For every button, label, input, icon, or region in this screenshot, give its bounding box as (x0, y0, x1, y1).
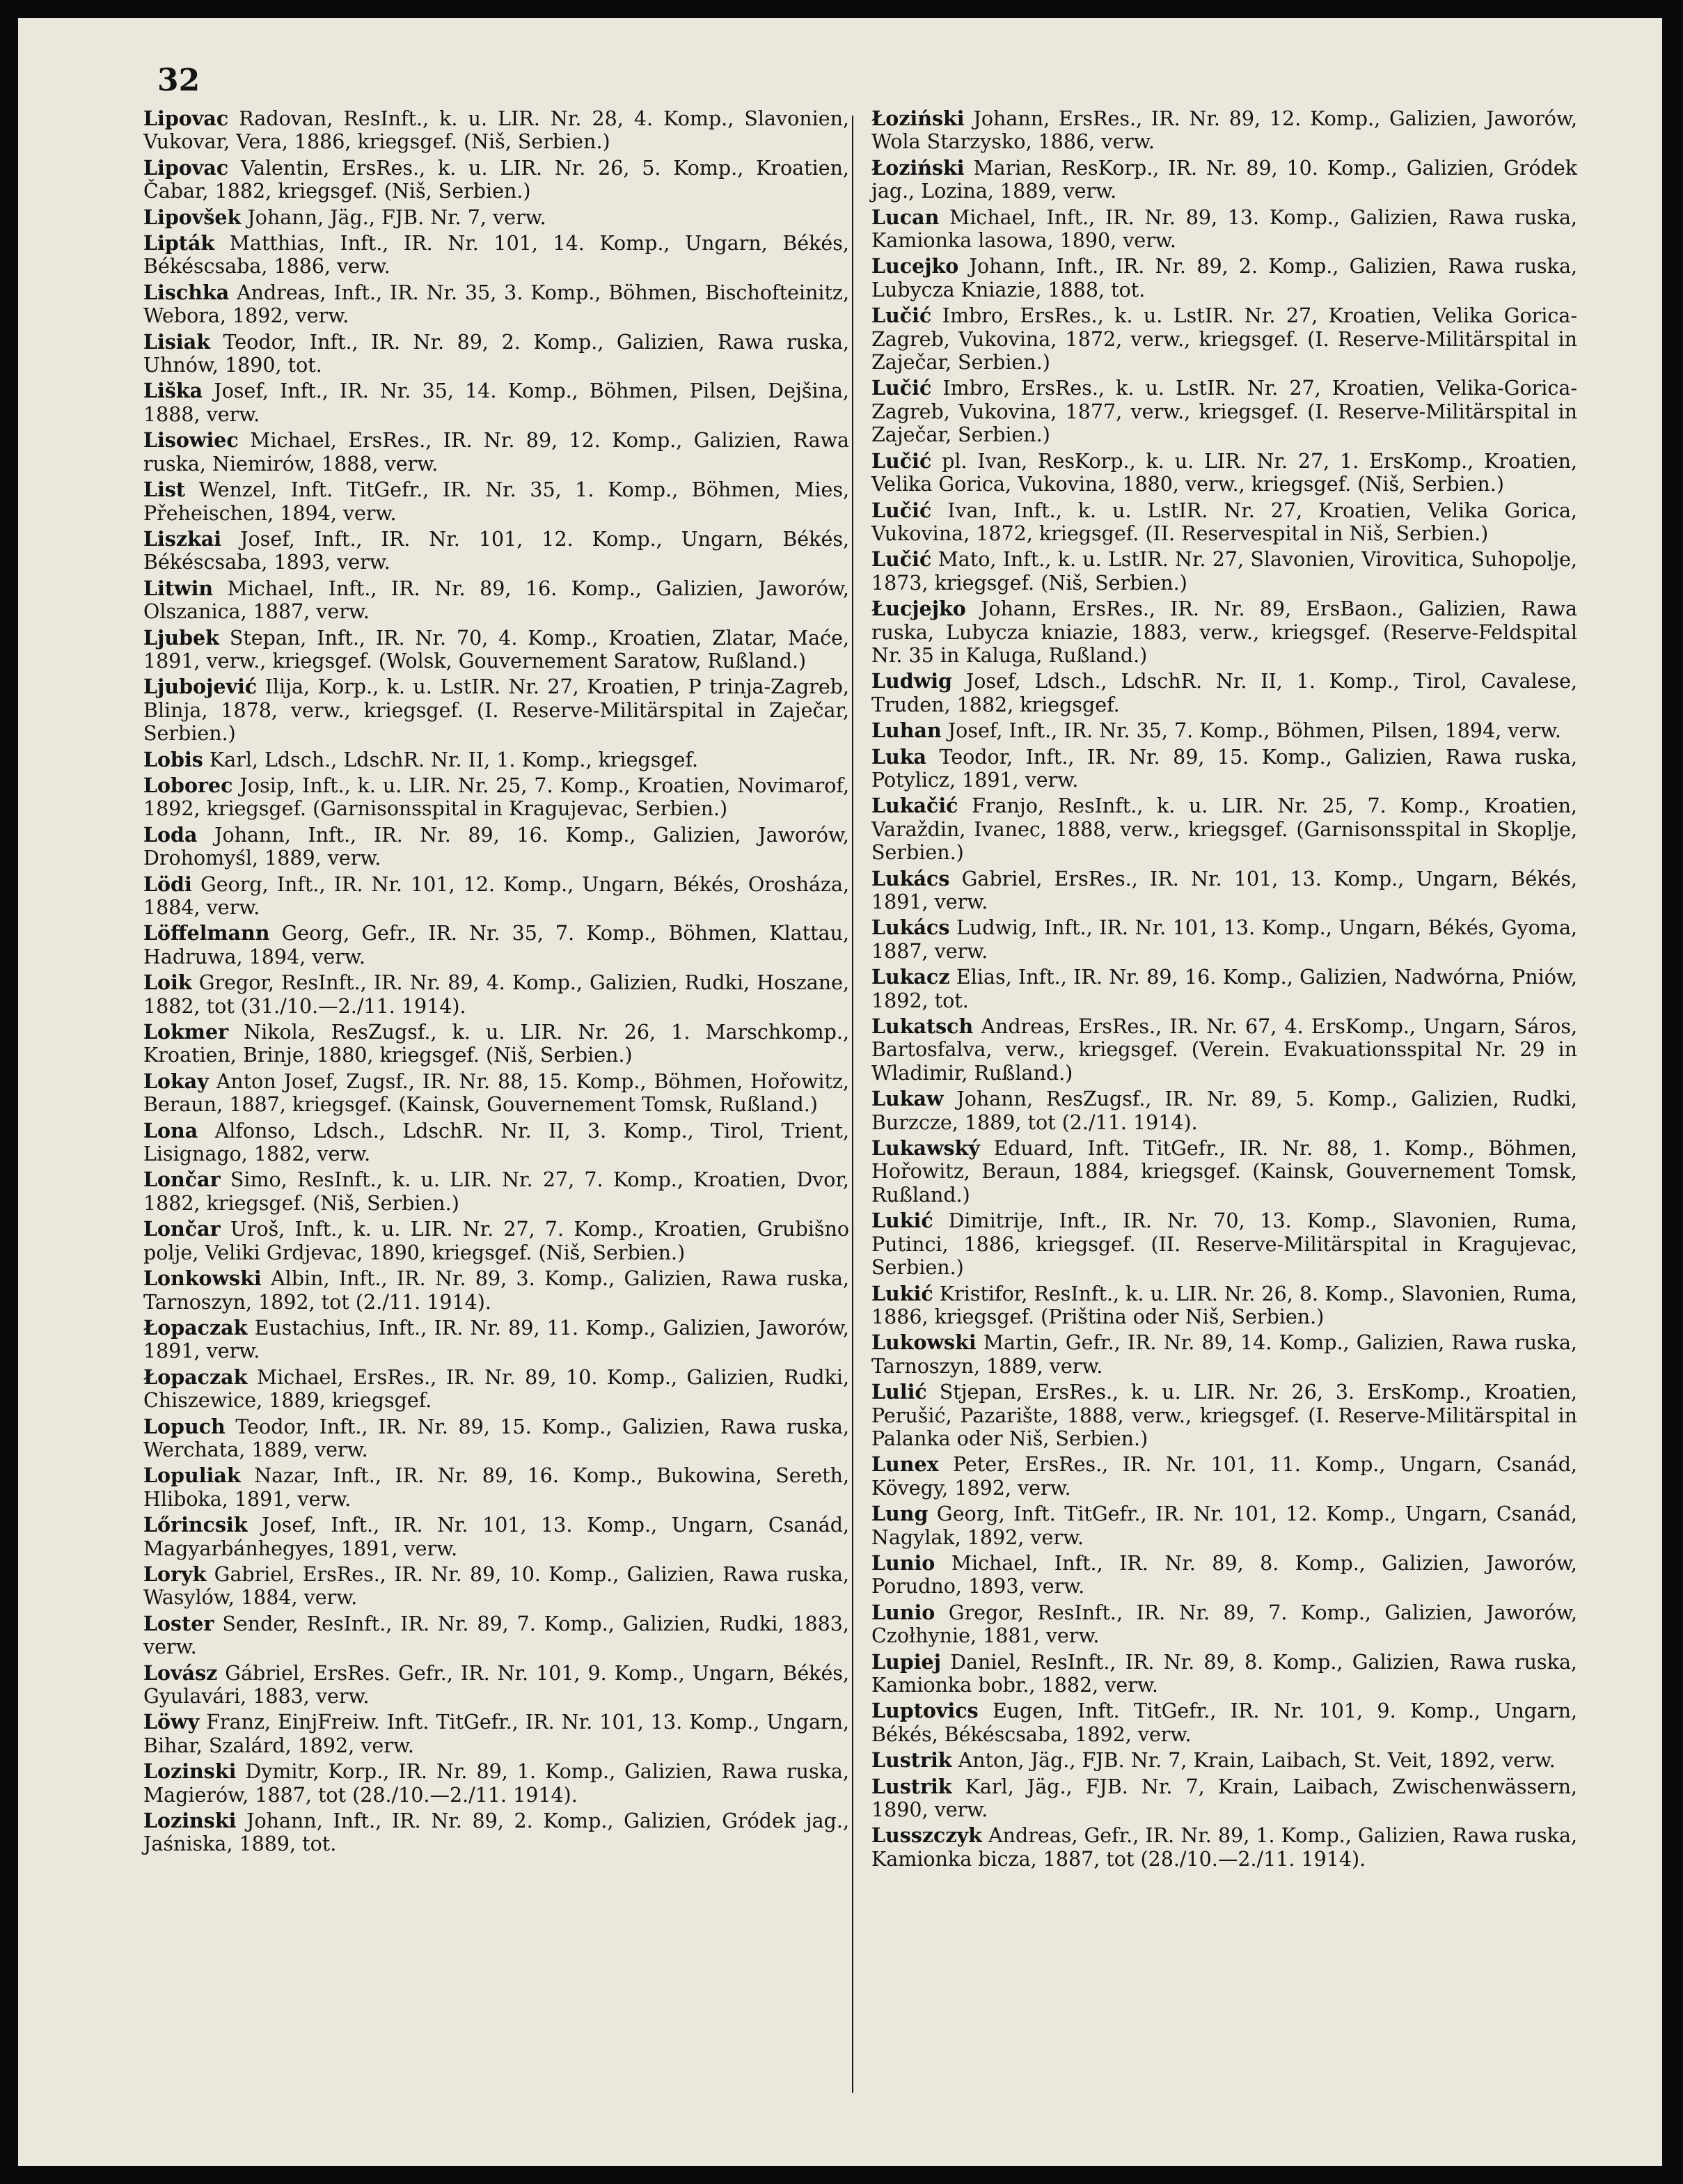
roll-entry (143, 157, 849, 203)
entry-surname: Ludwig (871, 669, 952, 693)
roll-entry (871, 304, 1577, 374)
entry-surname: Lulić (871, 1380, 927, 1404)
entry-details: Kristifor, ResInft., k. u. LIR. Nr. 26, 8. Komp., Slavonien, Ruma, 1886, kriegsgef. (Priština oder Niš, Serbien.) (871, 1282, 1577, 1328)
roll-entry (143, 1317, 849, 1363)
entry-surname: Lucejko (871, 254, 959, 278)
entry-surname: Lukačić (871, 794, 958, 818)
entry-surname: Lončar (143, 1217, 221, 1241)
left-column (143, 107, 849, 1859)
roll-entry (143, 1662, 849, 1708)
roll-entry (143, 971, 849, 1018)
entry-surname: Lischka (143, 280, 230, 304)
entry-surname: Lučić (871, 376, 932, 400)
entry-details: Simo, ResInft., k. u. LIR. Nr. 27, 7. Komp., Kroatien, Dvor, 1882, kriegsgef. (Niš, Serbien.) (143, 1168, 849, 1215)
roll-entry (143, 429, 849, 476)
roll-entry (871, 597, 1577, 667)
roll-entry (143, 1021, 849, 1067)
entry-surname: Lunex (871, 1452, 939, 1477)
entry-details: Alfonso, Ldsch., LdschR. Nr. II, 3. Komp., Tirol, Trient, Lisignago, 1882, verw. (143, 1119, 849, 1166)
entry-surname: Łopaczak (143, 1365, 248, 1389)
entry-surname: Lozinski (143, 1759, 237, 1784)
entry-details: Andreas, ErsRes., IR. Nr. 67, 4. ErsKomp., Ungarn, Sáros, Bartosfalva, verw., kriegsgef. (Verein. Evakuationsspital Nr. 29 in Wladimir, Rußland.) (871, 1015, 1578, 1085)
roll-entry (871, 157, 1577, 203)
entry-surname: Lobis (143, 747, 203, 771)
entry-surname: Lisiak (143, 329, 210, 354)
roll-entry (871, 719, 1577, 742)
roll-entry (143, 675, 849, 745)
entry-surname: Lipták (143, 231, 215, 256)
roll-entry (143, 873, 849, 920)
entry-details: Eustachius, Inft., IR. Nr. 89, 11. Komp., Galizien, Jaworów, 1891, verw. (143, 1316, 849, 1363)
roll-entry (871, 1601, 1577, 1648)
entry-surname: Lonkowski (143, 1266, 262, 1291)
roll-entry (143, 1218, 849, 1264)
roll-entry (143, 627, 849, 673)
entry-details: Josef, Inft., IR. Nr. 35, 7. Komp., Böhmen, Pilsen, 1894, verw. (947, 719, 1561, 743)
entry-details: Andreas, Inft., IR. Nr. 35, 3. Komp., Böhmen, Bischofteinitz, Webora, 1892, verw. (143, 281, 850, 328)
roll-entry (871, 1381, 1577, 1450)
roll-entry (143, 107, 849, 154)
roll-entry (871, 499, 1577, 546)
roll-entry (143, 1120, 849, 1166)
entry-surname: Lőrincsik (143, 1513, 248, 1537)
entry-surname: Lukić (871, 1281, 933, 1305)
entry-details: Johann, Inft., IR. Nr. 89, 16. Komp., Galizien, Jaworów, Drohomyśl, 1889, verw. (143, 823, 849, 870)
roll-entry (871, 1015, 1577, 1085)
entry-details: Johann, Jäg., FJB. Nr. 7, verw. (247, 205, 546, 229)
entry-surname: Löwy (143, 1710, 200, 1734)
entry-details: Johann, ErsRes., IR. Nr. 89, 12. Komp., Galizien, Jaworów, Wola Starzysko, 1886, verw. (871, 107, 1577, 154)
entry-details: Ludwig, Inft., IR. Nr. 101, 13. Komp., Ungarn, Békés, Gyoma, 1887, verw. (871, 916, 1577, 963)
entry-details: pl. Ivan, ResKorp., k. u. LIR. Nr. 27, 1. ErsKomp., Kroatien, Velika Gorica, Vukovina, 1880, verw., kriegsgef. (Niš, Serbien.) (871, 449, 1577, 496)
entry-details: Anton, Jäg., FJB. Nr. 7, Krain, Laibach, St. Veit, 1892, verw. (958, 1749, 1556, 1773)
entry-details: Josef, Inft., IR. Nr. 101, 13. Komp., Ungarn, Csanád, Magyarbánhegyes, 1891, verw. (143, 1514, 849, 1560)
entry-surname: Lovász (143, 1660, 218, 1685)
roll-entry (143, 1760, 849, 1807)
roll-entry (871, 206, 1577, 253)
entry-details: Josef, Ldsch., LdschR. Nr. II, 1. Komp., Tirol, Cavalese, Truden, 1882, kriegsgef. (871, 670, 1577, 716)
entry-details: Matthias, Inft., IR. Nr. 101, 14. Komp., Ungarn, Békés, Békéscsaba, 1886, verw. (143, 232, 849, 278)
entry-details: Michael, Inft., IR. Nr. 89, 13. Komp., Galizien, Rawa ruska, Kamionka lasowa, 1890, verw. (871, 205, 1577, 253)
roll-entry (143, 281, 849, 328)
entry-surname: Loborec (143, 773, 233, 797)
entry-details: Gregor, ResInft., IR. Nr. 89, 7. Komp., Galizien, Jaworów, Czołhynie, 1881, verw. (871, 1601, 1578, 1648)
entry-details: Mato, Inft., k. u. LstIR. Nr. 27, Slavonien, Virovitica, Suhopolje, 1873, kriegsgef. (Niš, Serbien.) (871, 548, 1577, 595)
document-page (18, 18, 1662, 2166)
entry-surname: Lučić (871, 547, 932, 572)
entry-details: Ilija, Korp., k. u. LstIR. Nr. 27, Kroatien, P trinja-Zagreb, Blinja, 1878, verw., kriegsgef. (I. Reserve-Militärspital in Zaječar, Serbien.) (143, 675, 849, 746)
entry-surname: Lončar (143, 1168, 221, 1192)
entry-surname: Ljubek (143, 625, 219, 650)
entry-surname: Lukić (871, 1209, 933, 1233)
entry-surname: Łoziński (871, 107, 965, 130)
roll-entry (871, 107, 1577, 154)
entry-details: Daniel, ResInft., IR. Nr. 89, 8. Komp., Galizien, Rawa ruska, Kamionka bobr., 1882, verw. (871, 1650, 1577, 1697)
entry-details: Imbro, ErsRes., k. u. LstIR. Nr. 27, Kroatien, Velika Gorica-Zagreb, Vukovina, 1872, verw., kriegsgef. (I. Reserve-Militärspital in Zaječar, Serbien.) (871, 304, 1577, 375)
roll-entry (143, 1267, 849, 1314)
entry-surname: Lokay (143, 1069, 209, 1093)
page-number: 32 (157, 63, 200, 98)
entry-details: Karl, Jäg., FJB. Nr. 7, Krain, Laibach, Zwischenwässern, 1890, verw. (871, 1775, 1577, 1822)
column-divider (852, 116, 853, 2093)
entry-surname: Lustrik (871, 1774, 952, 1798)
roll-entry (143, 206, 849, 229)
entry-surname: Lukács (871, 866, 950, 890)
entry-surname: Lukács (871, 916, 950, 940)
entry-details: Gábriel, ErsRes. Gefr., IR. Nr. 101, 9. Komp., Ungarn, Békés, Gyulavári, 1883, verw. (143, 1661, 850, 1708)
entry-details: Michael, Inft., IR. Nr. 89, 16. Komp., Galizien, Jaworów, Olszanica, 1887, verw. (143, 576, 849, 624)
entry-surname: Lozinski (143, 1809, 237, 1833)
entry-surname: Liszkai (143, 526, 222, 551)
entry-details: Johann, ErsRes., IR. Nr. 89, ErsBaon., Galizien, Rawa ruska, Lubycza kniazie, 1883, verw., kriegsgef. (Reserve-Feldspital Nr. 35 in Kaluga, Rußland.) (871, 597, 1577, 667)
entry-surname: Lukowski (871, 1330, 977, 1355)
roll-entry (143, 478, 849, 525)
entry-surname: Lipovac (143, 107, 229, 130)
roll-entry (143, 232, 849, 278)
roll-entry (143, 1809, 849, 1856)
entry-details: Georg, Inft. TitGefr., IR. Nr. 101, 12. Komp., Ungarn, Csanád, Nagylak, 1892, verw. (871, 1502, 1577, 1549)
roll-entry (871, 1824, 1577, 1871)
entry-surname: Lukaw (871, 1087, 944, 1111)
roll-entry (871, 1651, 1577, 1697)
entry-details: Franjo, ResInft., k. u. LIR. Nr. 25, 7. Komp., Kroatien, Varaždin, Ivanec, 1888, verw., kriegsgef. (Garnisonsspital in Skoplje, Serbien.) (871, 794, 1577, 865)
entry-details: Martin, Gefr., IR. Nr. 89, 14. Komp., Galizien, Rawa ruska, Tarnoszyn, 1889, verw. (871, 1331, 1577, 1378)
entry-details: Ivan, Inft., k. u. LstIR. Nr. 27, Kroatien, Velika Gorica, Vukovina, 1872, kriegsgef. (II. Reservespital in Niš, Serbien.) (871, 498, 1577, 545)
entry-surname: Lustrik (871, 1748, 952, 1773)
entry-surname: Lučić (871, 304, 932, 328)
roll-entry (143, 1070, 849, 1117)
roll-entry (871, 746, 1577, 792)
roll-entry (871, 377, 1577, 446)
entry-details: Andreas, Gefr., IR. Nr. 89, 1. Komp., Galizien, Rawa ruska, Kamionka bicza, 1887, tot (28./10.—2./11. 1914). (871, 1824, 1578, 1871)
roll-entry (143, 922, 849, 968)
entry-surname: Lusszczyk (871, 1823, 982, 1848)
roll-entry (143, 1464, 849, 1511)
roll-entry (871, 450, 1577, 496)
roll-entry (871, 1453, 1577, 1500)
entry-surname: Lukatsch (871, 1014, 974, 1039)
entry-details: Franz, EinjFreiw. Inft. TitGefr., IR. Nr. 101, 13. Komp., Ungarn, Bihar, Szalárd, 1892, verw. (143, 1711, 850, 1757)
entry-surname: Lona (143, 1118, 198, 1142)
entry-details: Teodor, Inft., IR. Nr. 89, 15. Komp., Galizien, Rawa ruska, Potylicz, 1891, verw. (871, 745, 1578, 792)
entry-surname: Lunio (871, 1550, 935, 1575)
roll-entry (871, 1502, 1577, 1549)
roll-entry (143, 774, 849, 821)
entry-details: Gabriel, ErsRes., IR. Nr. 101, 13. Komp., Ungarn, Békés, 1891, verw. (871, 867, 1578, 913)
entry-surname: Lukacz (871, 965, 950, 989)
right-column (871, 107, 1577, 1873)
entry-details: Michael, ErsRes., IR. Nr. 89, 12. Komp., Galizien, Rawa ruska, Niemirów, 1888, verw. (143, 429, 850, 476)
roll-entry (871, 1137, 1577, 1207)
entry-surname: Lipovšek (143, 205, 242, 229)
entry-surname: Luka (871, 744, 926, 769)
entry-details: Stepan, Inft., IR. Nr. 70, 4. Komp., Kroatien, Zlatar, Maće, 1891, verw., kriegsgef. (Wolsk, Gouvernement Saratow, Rußland.) (143, 626, 849, 673)
entry-surname: Lödi (143, 872, 192, 896)
entry-details: Dymitr, Korp., IR. Nr. 89, 1. Komp., Galizien, Rawa ruska, Magierów, 1887, tot (28./10.—2./11. 1914). (143, 1760, 849, 1807)
entry-details: Josef, Inft., IR. Nr. 35, 14. Komp., Böhmen, Pilsen, Dejšina, 1888, verw. (143, 379, 849, 426)
entry-surname: Łucjejko (871, 597, 966, 621)
entry-surname: Lokmer (143, 1020, 229, 1044)
roll-entry (143, 1415, 849, 1462)
entry-details: Peter, ErsRes., IR. Nr. 101, 11. Komp., Ungarn, Csanád, Kövegy, 1892, verw. (871, 1453, 1577, 1500)
entry-surname: Lisowiec (143, 428, 239, 453)
entry-surname: Lučić (871, 448, 932, 473)
roll-entry (871, 548, 1577, 595)
roll-entry (143, 1366, 849, 1413)
entry-details: Josip, Inft., k. u. LIR. Nr. 25, 7. Komp., Kroatien, Novimarof, 1892, kriegsgef. (Garnisonsspital in Kragujevac, Serbien.) (143, 773, 850, 821)
entry-details: Josef, Inft., IR. Nr. 101, 12. Komp., Ungarn, Békés, Békéscsaba, 1893, verw. (143, 527, 849, 574)
entry-details: Michael, ErsRes., IR. Nr. 89, 10. Komp., Galizien, Rudki, Chiszewice, 1889, kriegsgef. (143, 1365, 850, 1413)
entry-details: Teodor, Inft., IR. Nr. 89, 2. Komp., Galizien, Rawa ruska, Uhnów, 1890, tot. (143, 330, 849, 377)
roll-entry (143, 748, 849, 771)
roll-entry (143, 824, 849, 870)
roll-entry (143, 331, 849, 377)
roll-entry (143, 1612, 849, 1659)
entry-details: Radovan, ResInft., k. u. LIR. Nr. 28, 4. Komp., Slavonien, Vukovar, Vera, 1886, kriegsgef. (Niš, Serbien.) (143, 107, 849, 154)
roll-entry (871, 1749, 1577, 1772)
entry-surname: Ljubojević (143, 675, 258, 699)
roll-entry (143, 1711, 849, 1757)
entry-surname: Lipovac (143, 155, 229, 180)
entry-surname: Lopuliak (143, 1463, 241, 1488)
roll-entry (143, 1168, 849, 1215)
entry-details: Georg, Gefr., IR. Nr. 35, 7. Komp., Böhmen, Klattau, Hadruwa, 1894, verw. (143, 922, 849, 968)
entry-details: Eugen, Inft. TitGefr., IR. Nr. 101, 9. Komp., Ungarn, Békés, Békéscsaba, 1892, verw. (871, 1699, 1578, 1746)
roll-entry (871, 916, 1577, 963)
roll-entry (871, 255, 1577, 301)
roll-entry (871, 1282, 1577, 1329)
entry-details: Johann, Inft., IR. Nr. 89, 2. Komp., Galizien, Gródek jag., Jaśniska, 1889, tot. (143, 1809, 850, 1856)
entry-surname: Luptovics (871, 1699, 979, 1723)
entry-details: Anton Josef, Zugsf., IR. Nr. 88, 15. Komp., Böhmen, Hořowitz, Beraun, 1887, kriegsgef. (Kainsk, Gouvernement Tomsk, Rußland.) (143, 1069, 849, 1117)
entry-details: Karl, Ldsch., LdschR. Nr. II, 1. Komp., kriegsgef. (209, 748, 699, 771)
roll-entry (871, 1552, 1577, 1598)
entry-details: Gabriel, ErsRes., IR. Nr. 89, 10. Komp., Galizien, Rawa ruska, Wasylów, 1884, verw. (143, 1562, 849, 1610)
entry-details: Imbro, ErsRes., k. u. LstIR. Nr. 27, Kroatien, Velika-Gorica-Zagreb, Vukovina, 1877, verw., kriegsgef. (I. Reserve-Militärspital in Zaječar, Serbien.) (871, 377, 1578, 447)
entry-details: Dimitrije, Inft., IR. Nr. 70, 13. Komp., Slavonien, Ruma, Putinci, 1886, kriegsgef. (II. Reserve-Militärspital in Kragujevac, Serbien.) (871, 1209, 1577, 1280)
entry-surname: Lopuch (143, 1414, 226, 1438)
entry-details: Elias, Inft., IR. Nr. 89, 16. Komp., Galizien, Nadwórna, Pniów, 1892, tot. (871, 966, 1577, 1012)
roll-entry (143, 577, 849, 624)
entry-details: Nazar, Inft., IR. Nr. 89, 16. Komp., Bukowina, Sereth, Hliboka, 1891, verw. (143, 1464, 850, 1511)
roll-entry (871, 1775, 1577, 1822)
entry-details: Marian, ResKorp., IR. Nr. 89, 10. Komp., Galizien, Gródek jag., Lozina, 1889, verw. (871, 156, 1577, 203)
entry-details: Nikola, ResZugsf., k. u. LIR. Nr. 26, 1. Marschkomp., Kroatien, Brinje, 1880, kriegsgef. (Niš, Serbien.) (143, 1021, 849, 1067)
roll-entry (871, 1331, 1577, 1378)
entry-surname: Lunio (871, 1600, 935, 1624)
entry-details: Valentin, ErsRes., k. u. LIR. Nr. 26, 5. Komp., Kroatien, Čabar, 1882, kriegsgef. (Niš, Serbien.) (143, 156, 849, 203)
entry-details: Gregor, ResInft., IR. Nr. 89, 4. Komp., Galizien, Rudki, Hoszane, 1882, tot (31./10.—2./11. 1914). (143, 971, 850, 1018)
roll-entry (871, 966, 1577, 1012)
roll-entry (871, 1209, 1577, 1279)
entry-details: Johann, Inft., IR. Nr. 89, 2. Komp., Galizien, Rawa ruska, Lubycza Kniazie, 1888, tot. (871, 255, 1578, 301)
roll-entry (143, 1514, 849, 1560)
entry-details: Teodor, Inft., IR. Nr. 89, 15. Komp., Galizien, Rawa ruska, Werchata, 1889, verw. (143, 1415, 849, 1461)
entry-surname: Loda (143, 822, 198, 847)
entry-surname: Löffelmann (143, 921, 270, 945)
entry-surname: Lucan (871, 205, 940, 229)
entry-surname: Litwin (143, 576, 214, 600)
roll-entry (143, 528, 849, 574)
entry-surname: Loster (143, 1611, 214, 1635)
entry-surname: Luhan (871, 718, 942, 743)
entry-details: Sender, ResInft., IR. Nr. 89, 7. Komp., Galizien, Rudki, 1883, verw. (143, 1612, 849, 1659)
entry-surname: List (143, 478, 186, 502)
roll-entry (871, 1087, 1577, 1134)
entry-details: Michael, Inft., IR. Nr. 89, 8. Komp., Galizien, Jaworów, Porudno, 1893, verw. (871, 1551, 1577, 1598)
entry-surname: Lupiej (871, 1649, 941, 1674)
roll-entry (871, 670, 1577, 716)
roll-entry (143, 379, 849, 426)
entry-surname: Loik (143, 971, 192, 995)
roll-entry (871, 867, 1577, 914)
roll-entry (143, 1563, 849, 1610)
entry-surname: Loryk (143, 1562, 207, 1586)
entry-surname: Łoziński (871, 155, 965, 180)
entry-details: Georg, Inft., IR. Nr. 101, 12. Komp., Ungarn, Békés, Orosháza, 1884, verw. (143, 872, 849, 919)
entry-surname: Lukawský (871, 1136, 980, 1161)
entry-details: Johann, ResZugsf., IR. Nr. 89, 5. Komp., Galizien, Rudki, Burzcze, 1889, tot (2./11. 1914). (871, 1087, 1577, 1134)
entry-details: Albin, Inft., IR. Nr. 89, 3. Komp., Galizien, Rawa ruska, Tarnoszyn, 1892, tot (2./11. 1914). (143, 1267, 849, 1314)
entry-surname: Lučić (871, 498, 932, 522)
roll-entry (871, 794, 1577, 864)
entry-surname: Liška (143, 379, 203, 403)
entry-details: Wenzel, Inft. TitGefr., IR. Nr. 35, 1. Komp., Böhmen, Mies, Přeheischen, 1894, verw. (143, 478, 849, 525)
entry-details: Uroš, Inft., k. u. LIR. Nr. 27, 7. Komp., Kroatien, Grubišno polje, Veliki Grdjevac, 1890, kriegsgef. (Niš, Serbien.) (143, 1218, 849, 1264)
roll-entry (871, 1699, 1577, 1746)
entry-surname: Lung (871, 1502, 929, 1526)
entry-surname: Łopaczak (143, 1315, 248, 1340)
entry-details: Stjepan, ErsRes., k. u. LIR. Nr. 26, 3. ErsKomp., Kroatien, Perušić, Pazarište, 1888, verw., kriegsgef. (I. Reserve-Militärspital in Palanka oder Niš, Serbien.) (871, 1381, 1578, 1450)
entry-details: Eduard, Inft. TitGefr., IR. Nr. 88, 1. Komp., Böhmen, Hořowitz, Beraun, 1884, kriegsgef. (Kainsk, Gouvernement Tomsk, Rußland.) (871, 1137, 1577, 1207)
